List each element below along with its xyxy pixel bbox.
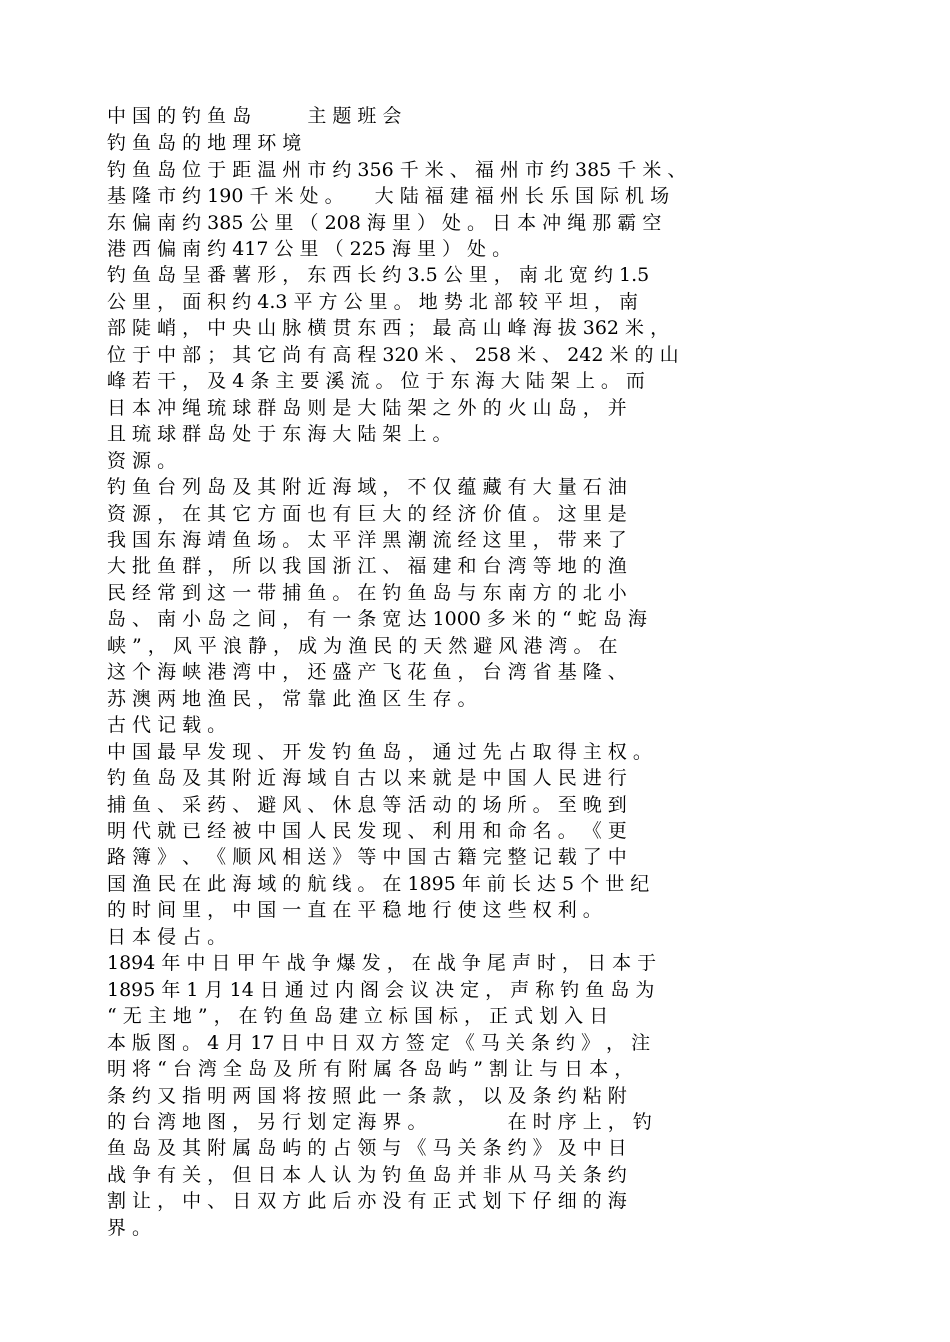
text-line: 的 台 湾 地 图 ， 另 行 划 定 海 界 。 在 时 序 上 ， 钓 [107, 1111, 652, 1133]
text-line: 民 经 常 到 这 一 带 捕 鱼 。 在 钓 鱼 岛 与 东 南 方 的 北 小 [107, 582, 627, 604]
text-line: 本 版 图 。 4 月 17 日 中 日 双 方 签 定 《 马 关 条 约 》 ， 注 [107, 1032, 651, 1054]
text-line: 国 渔 民 在 此 海 域 的 航 线 。 在 1895 年 前 长 达 5 个 世 纪 [107, 873, 650, 895]
text-line: 这 个 海 峡 港 湾 中 ， 还 盛 产 飞 花 鱼 ， 台 湾 省 基 隆 、 [107, 661, 627, 683]
text-line: 东 偏 南 约 385 公 里 （ 208 海 里 ） 处 。 日 本 冲 绳 那 霸 空 [107, 212, 662, 234]
text-line: 公 里 ， 面 积 约 4.3 平 方 公 里 。 地 势 北 部 较 平 坦 ， 南 [107, 291, 639, 313]
text-line: 的 时 间 里 ， 中 国 一 直 在 平 稳 地 行 使 这 些 权 利 。 [107, 899, 602, 921]
text-line: 捕 鱼 、 采 药 、 避 风 、 休 息 等 活 动 的 场 所 。 至 晚 到 [107, 794, 627, 816]
text-line: 钓 鱼 岛 位 于 距 温 州 市 约 356 千 米 、 福 州 市 约 385 千 米 、 [107, 159, 687, 181]
text-line: 钓 鱼 岛 呈 番 薯 形 ， 东 西 长 约 3.5 公 里 ， 南 北 宽 约 1.5 [107, 264, 650, 286]
text-line: 1895 年 1 月 14 日 通 过 内 阁 会 议 决 定 ， 声 称 钓 鱼 岛 为 [107, 979, 655, 1001]
text-line: 岛 、 南 小 岛 之 间 ， 有 一 条 宽 达 1000 多 米 的 “ 蛇 岛 海 [107, 608, 647, 630]
text-line: “ 无 主 地 ” ， 在 钓 鱼 岛 建 立 标 国 标 ， 正 式 划 入 日 [107, 1005, 609, 1027]
text-line: 大 批 鱼 群 ， 所 以 我 国 浙 江 、 福 建 和 台 湾 等 地 的 渔 [107, 555, 627, 577]
text-line: 港 西 偏 南 约 417 公 里 （ 225 海 里 ） 处 。 [107, 238, 512, 260]
text-line: 条 约 又 指 明 两 国 将 按 照 此 一 条 款 ， 以 及 条 约 粘 附 [107, 1085, 627, 1107]
text-line: 日 本 冲 绳 琉 球 群 岛 则 是 大 陆 架 之 外 的 火 山 岛 ， 并 [107, 397, 627, 419]
text-line: 我 国 东 海 靖 鱼 场 。 太 平 洋 黑 潮 流 经 这 里 ， 带 来 了 [107, 529, 627, 551]
text-line: 战 争 有 关 ， 但 日 本 人 认 为 钓 鱼 岛 并 非 从 马 关 条 约 [107, 1164, 627, 1186]
text-line: 峡 ” ， 风 平 浪 静 ， 成 为 渔 民 的 天 然 避 风 港 湾 。 在 [107, 635, 618, 657]
text-line: 钓 鱼 岛 及 其 附 近 海 域 自 古 以 来 就 是 中 国 人 民 进 行 [107, 767, 627, 789]
text-line: 明 代 就 已 经 被 中 国 人 民 发 现 、 利 用 和 命 名 。 《 更 [107, 820, 627, 842]
text-line: 峰 若 干 ， 及 4 条 主 要 溪 流 。 位 于 东 海 大 陆 架 上 。 而 [107, 370, 645, 392]
text-line: 且 琉 球 群 岛 处 于 东 海 大 陆 架 上 。 [107, 423, 452, 445]
title-line: 中 国 的 钓 鱼 岛 主 题 班 会 [107, 105, 402, 127]
text-line: 部 陡 峭 ， 中 央 山 脉 横 贯 东 西 ； 最 高 山 峰 海 拔 362 米 ， [107, 317, 670, 339]
section-heading-ancient-records: 古 代 记 载 。 [107, 714, 227, 736]
text-line: 位 于 中 部 ； 其 它 尚 有 高 程 320 米 、 258 米 、 242 米 的 山 [107, 344, 679, 366]
section-heading-japanese-occupation: 日 本 侵 占 。 [107, 926, 227, 948]
text-line: 资 源 ， 在 其 它 方 面 也 有 巨 大 的 经 济 价 值 。 这 里 是 [107, 503, 627, 525]
text-line: 基 隆 市 约 190 千 米 处 。 大 陆 福 建 福 州 长 乐 国 际 机 场 [107, 185, 670, 207]
text-line: 1894 年 中 日 甲 午 战 争 爆 发 ， 在 战 争 尾 声 时 ， 日 本 于 [107, 952, 657, 974]
text-line: 中 国 最 早 发 现 、 开 发 钓 鱼 岛 ， 通 过 先 占 取 得 主 权 。 [107, 741, 652, 763]
text-line: 割 让 ， 中 、 日 双 方 此 后 亦 没 有 正 式 划 下 仔 细 的 海 [107, 1190, 627, 1212]
text-line: 苏 澳 两 地 渔 民 ， 常 靠 此 渔 区 生 存 。 [107, 688, 477, 710]
text-line: 鱼 岛 及 其 附 属 岛 屿 的 占 领 与 《 马 关 条 约 》 及 中 日 [107, 1137, 627, 1159]
text-line: 界 。 [107, 1217, 152, 1239]
text-line: 明 将 “ 台 湾 全 岛 及 所 有 附 属 各 岛 屿 ” 割 让 与 日 本 ， [107, 1058, 634, 1080]
section-heading-resources: 资 源 。 [107, 450, 177, 472]
text-line: 路 簿 》 、 《 顺 风 相 送 》 等 中 国 古 籍 完 整 记 载 了 中 [107, 846, 627, 868]
section-heading-geography: 钓 鱼 岛 的 地 理 环 境 [107, 132, 302, 154]
text-line: 钓 鱼 台 列 岛 及 其 附 近 海 域 ， 不 仅 蕴 藏 有 大 量 石 油 [107, 476, 627, 498]
